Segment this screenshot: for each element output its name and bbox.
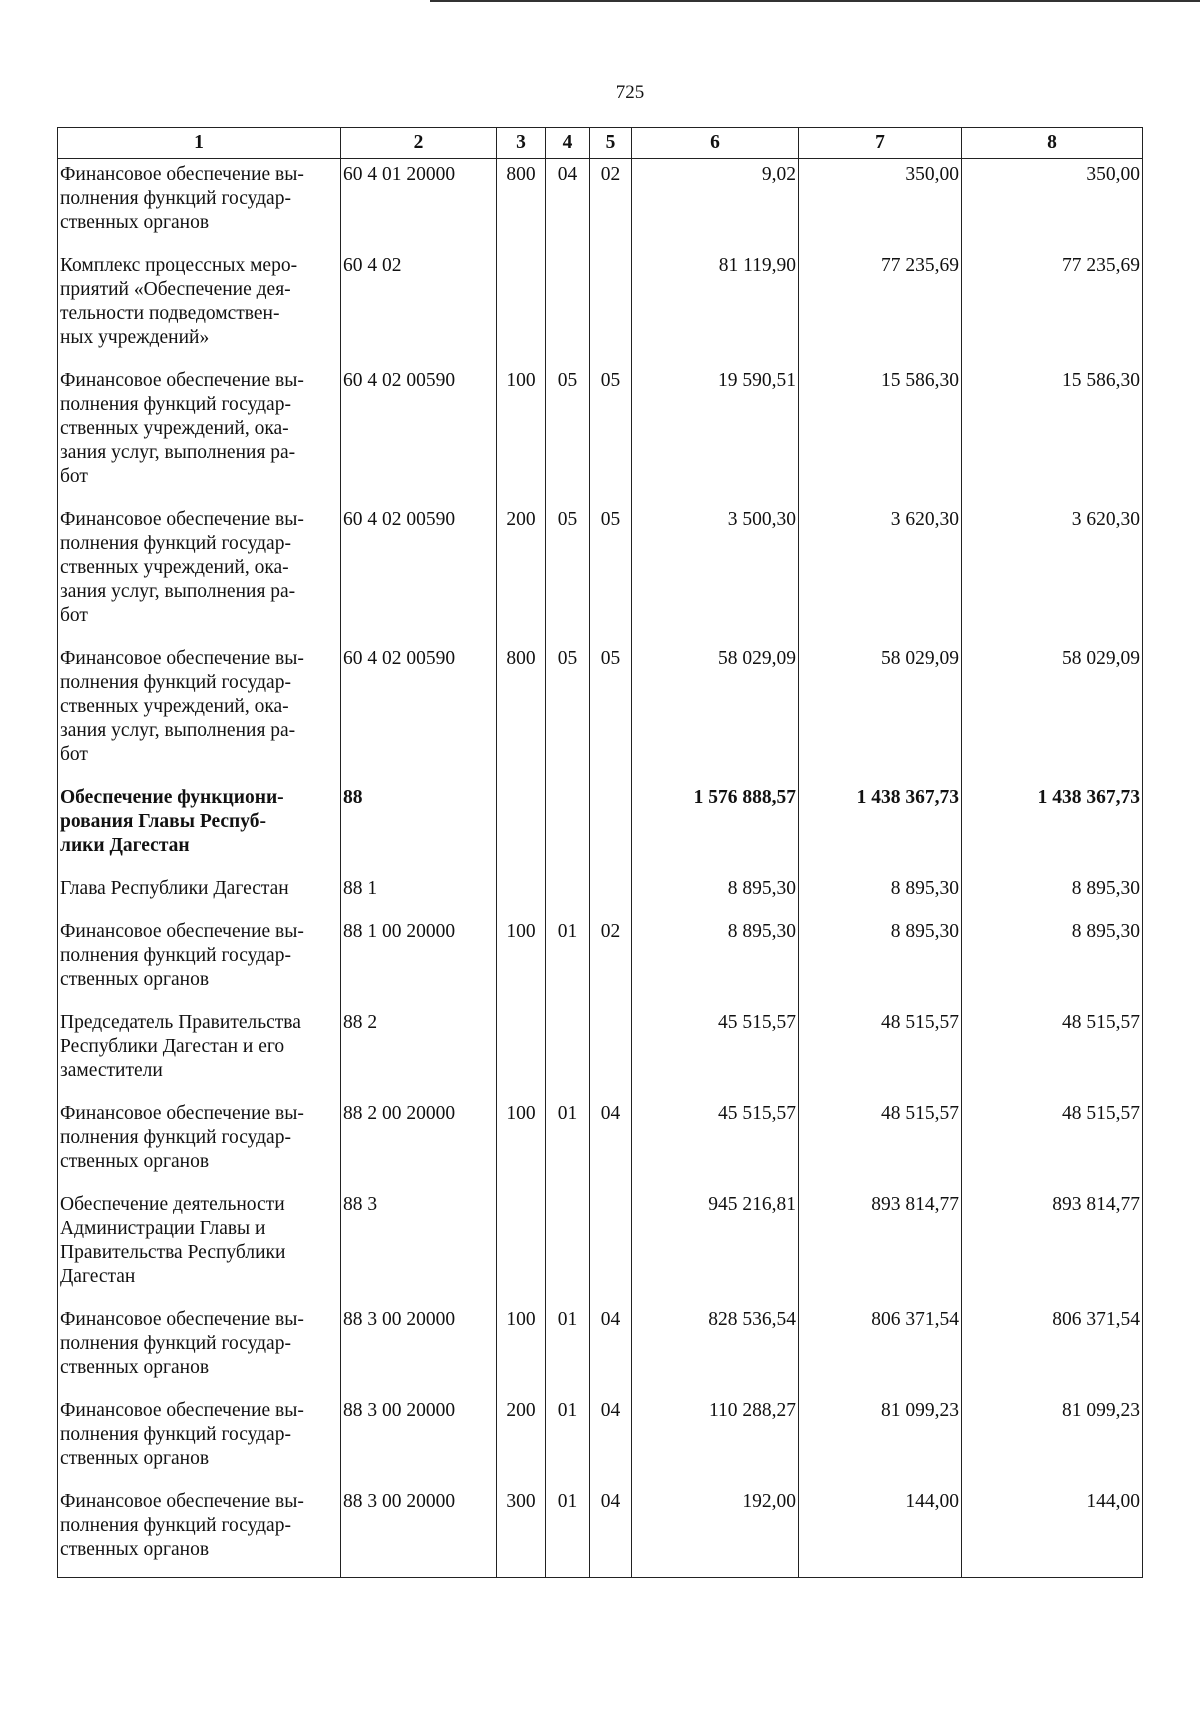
- row-amount-6: 110 288,27: [632, 1395, 799, 1486]
- row-amount-8: 893 814,77: [962, 1189, 1143, 1304]
- row-amount-6: 45 515,57: [632, 1007, 799, 1098]
- row-amount-8: 81 099,23: [962, 1395, 1143, 1486]
- row-name: Глава Республики Дагестан: [58, 873, 341, 916]
- row-col-3: 300: [497, 1486, 546, 1578]
- row-name: Финансовое обеспечение вы- полнения функций государ- ственных учреждений, ока- зания услуг, выполнения ра- бот: [58, 365, 341, 504]
- row-name: Финансовое обеспечение вы- полнения функций государ- ственных органов: [58, 159, 341, 251]
- table-row: [58, 1395, 1143, 1486]
- row-name: Финансовое обеспечение вы- полнения функций государ- ственных учреждений, ока- зания услуг, выполнения ра- бот: [58, 504, 341, 643]
- row-col-4: 05: [546, 504, 590, 643]
- header-col-4: 4: [546, 128, 590, 159]
- row-col-4: 01: [546, 1098, 590, 1189]
- row-code: 60 4 02 00590: [341, 365, 497, 504]
- row-amount-6: 58 029,09: [632, 643, 799, 782]
- budget-table: [57, 127, 1143, 1578]
- row-amount-7: 48 515,57: [799, 1098, 962, 1189]
- row-col-3: [497, 873, 546, 916]
- row-col-3: 200: [497, 504, 546, 643]
- row-col-3: 100: [497, 1098, 546, 1189]
- row-code: 88 2 00 20000: [341, 1098, 497, 1189]
- row-name: Финансовое обеспечение вы- полнения функций государ- ственных учреждений, ока- зания услуг, выполнения ра- бот: [58, 643, 341, 782]
- table-row: [58, 1304, 1143, 1395]
- header-col-2: 2: [341, 128, 497, 159]
- row-col-4: [546, 1007, 590, 1098]
- row-col-4: [546, 250, 590, 365]
- table-row: [58, 1007, 1143, 1098]
- row-col-3: [497, 1189, 546, 1304]
- row-name: Финансовое обеспечение вы- полнения функций государ- ственных органов: [58, 1304, 341, 1395]
- table-row: [58, 782, 1143, 873]
- row-amount-7: 806 371,54: [799, 1304, 962, 1395]
- row-col-5: 05: [590, 365, 632, 504]
- row-name: Финансовое обеспечение вы- полнения функций государ- ственных органов: [58, 1486, 341, 1578]
- row-col-5: 02: [590, 916, 632, 1007]
- row-col-3: [497, 782, 546, 873]
- header-col-3: 3: [497, 128, 546, 159]
- row-col-4: 01: [546, 1486, 590, 1578]
- row-col-5: 02: [590, 159, 632, 251]
- row-amount-8: 48 515,57: [962, 1098, 1143, 1189]
- row-code: 60 4 01 20000: [341, 159, 497, 251]
- row-code: 60 4 02 00590: [341, 643, 497, 782]
- row-col-4: [546, 782, 590, 873]
- row-col-5: 04: [590, 1304, 632, 1395]
- row-amount-7: 58 029,09: [799, 643, 962, 782]
- table-body: [58, 159, 1143, 1578]
- table-row: [58, 873, 1143, 916]
- row-col-5: 04: [590, 1486, 632, 1578]
- row-col-4: [546, 1189, 590, 1304]
- row-code: 88 1: [341, 873, 497, 916]
- row-code: 88: [341, 782, 497, 873]
- row-code: 88 2: [341, 1007, 497, 1098]
- row-col-4: 05: [546, 643, 590, 782]
- row-col-5: [590, 1189, 632, 1304]
- row-amount-8: 8 895,30: [962, 873, 1143, 916]
- row-col-5: 04: [590, 1098, 632, 1189]
- row-amount-7: 1 438 367,73: [799, 782, 962, 873]
- row-amount-6: 19 590,51: [632, 365, 799, 504]
- row-col-3: 100: [497, 916, 546, 1007]
- row-amount-7: 81 099,23: [799, 1395, 962, 1486]
- row-amount-8: 58 029,09: [962, 643, 1143, 782]
- row-amount-7: 893 814,77: [799, 1189, 962, 1304]
- page-number: 725: [615, 82, 645, 103]
- row-amount-6: 8 895,30: [632, 873, 799, 916]
- row-amount-6: 8 895,30: [632, 916, 799, 1007]
- table-row: [58, 365, 1143, 504]
- row-col-5: [590, 250, 632, 365]
- row-code: 88 1 00 20000: [341, 916, 497, 1007]
- row-amount-6: 828 536,54: [632, 1304, 799, 1395]
- row-amount-8: 77 235,69: [962, 250, 1143, 365]
- row-amount-6: 192,00: [632, 1486, 799, 1578]
- row-amount-8: 8 895,30: [962, 916, 1143, 1007]
- row-amount-7: 77 235,69: [799, 250, 962, 365]
- row-col-4: 05: [546, 365, 590, 504]
- row-amount-7: 350,00: [799, 159, 962, 251]
- row-col-4: 04: [546, 159, 590, 251]
- header-row: [58, 128, 1143, 159]
- row-amount-8: 806 371,54: [962, 1304, 1143, 1395]
- row-name: Финансовое обеспечение вы- полнения функций государ- ственных органов: [58, 1395, 341, 1486]
- row-amount-7: 48 515,57: [799, 1007, 962, 1098]
- row-amount-7: 8 895,30: [799, 916, 962, 1007]
- row-name: Обеспечение функциони- рования Главы Респуб- лики Дагестан: [58, 782, 341, 873]
- row-col-3: 800: [497, 643, 546, 782]
- row-amount-7: 8 895,30: [799, 873, 962, 916]
- row-name: Комплекс процессных меро- приятий «Обеспечение дея- тельности подведомствен- ных учреждений»: [58, 250, 341, 365]
- row-code: 88 3: [341, 1189, 497, 1304]
- row-name: Финансовое обеспечение вы- полнения функций государ- ственных органов: [58, 916, 341, 1007]
- top-rule: [430, 0, 1200, 2]
- row-col-3: 100: [497, 365, 546, 504]
- table-row: [58, 504, 1143, 643]
- row-name: Обеспечение деятельности Администрации Главы и Правительства Республики Дагестан: [58, 1189, 341, 1304]
- row-amount-7: 3 620,30: [799, 504, 962, 643]
- row-col-5: [590, 1007, 632, 1098]
- row-amount-8: 15 586,30: [962, 365, 1143, 504]
- row-col-3: 800: [497, 159, 546, 251]
- row-name: Председатель Правительства Республики Дагестан и его заместители: [58, 1007, 341, 1098]
- row-amount-8: 350,00: [962, 159, 1143, 251]
- table-row: [58, 643, 1143, 782]
- header-col-6: 6: [632, 128, 799, 159]
- row-code: 88 3 00 20000: [341, 1395, 497, 1486]
- row-col-3: [497, 1007, 546, 1098]
- table-row: [58, 159, 1143, 251]
- row-amount-6: 81 119,90: [632, 250, 799, 365]
- row-amount-8: 3 620,30: [962, 504, 1143, 643]
- table-row: [58, 1189, 1143, 1304]
- row-amount-6: 9,02: [632, 159, 799, 251]
- row-amount-6: 945 216,81: [632, 1189, 799, 1304]
- row-amount-6: 45 515,57: [632, 1098, 799, 1189]
- row-col-4: [546, 873, 590, 916]
- row-name: Финансовое обеспечение вы- полнения функций государ- ственных органов: [58, 1098, 341, 1189]
- row-col-5: 05: [590, 504, 632, 643]
- row-amount-8: 144,00: [962, 1486, 1143, 1578]
- row-col-3: 200: [497, 1395, 546, 1486]
- header-col-5: 5: [590, 128, 632, 159]
- row-code: 60 4 02: [341, 250, 497, 365]
- row-amount-8: 48 515,57: [962, 1007, 1143, 1098]
- table-row: [58, 1486, 1143, 1578]
- row-col-5: [590, 782, 632, 873]
- row-col-3: [497, 250, 546, 365]
- row-amount-7: 15 586,30: [799, 365, 962, 504]
- row-amount-6: 1 576 888,57: [632, 782, 799, 873]
- row-col-3: 100: [497, 1304, 546, 1395]
- row-col-4: 01: [546, 1395, 590, 1486]
- row-amount-6: 3 500,30: [632, 504, 799, 643]
- header-col-1: 1: [58, 128, 341, 159]
- row-col-5: [590, 873, 632, 916]
- row-amount-7: 144,00: [799, 1486, 962, 1578]
- header-col-8: 8: [962, 128, 1143, 159]
- row-code: 88 3 00 20000: [341, 1486, 497, 1578]
- row-amount-8: 1 438 367,73: [962, 782, 1143, 873]
- header-col-7: 7: [799, 128, 962, 159]
- row-col-4: 01: [546, 916, 590, 1007]
- table-row: [58, 1098, 1143, 1189]
- row-col-5: 05: [590, 643, 632, 782]
- row-col-4: 01: [546, 1304, 590, 1395]
- table-row: [58, 250, 1143, 365]
- table-row: [58, 916, 1143, 1007]
- row-code: 60 4 02 00590: [341, 504, 497, 643]
- row-code: 88 3 00 20000: [341, 1304, 497, 1395]
- row-col-5: 04: [590, 1395, 632, 1486]
